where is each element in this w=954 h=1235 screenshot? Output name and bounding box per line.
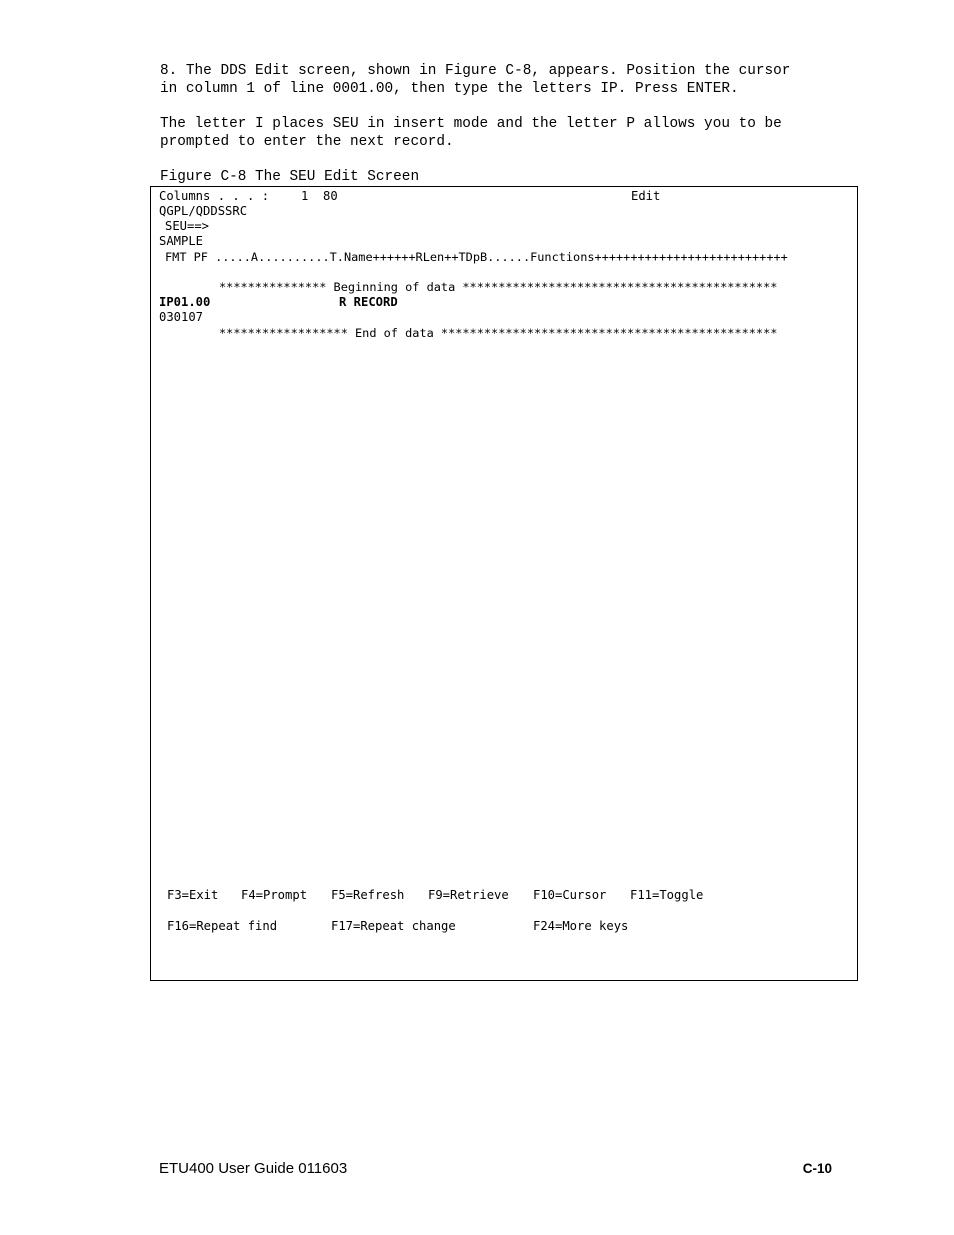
step-8-line-2: in column 1 of line 0001.00, then type the letters IP. Press ENTER.: [160, 81, 739, 97]
record-change-date: 030107: [159, 310, 204, 324]
record-sequence-number[interactable]: IP01.00: [159, 295, 211, 309]
columns-from-value: 1: [301, 189, 309, 203]
beginning-of-data-marker: *************** Beginning of data ********************************************: [219, 280, 778, 294]
f4-prompt-key[interactable]: F4=Prompt: [241, 888, 308, 902]
edit-mode-indicator: Edit: [631, 189, 661, 203]
figure-caption: Figure C-8 The SEU Edit Screen: [160, 169, 420, 185]
library-file-name: QGPL/QDDSSRC: [159, 204, 248, 218]
f17-repeat-change-key[interactable]: F17=Repeat change: [331, 919, 456, 933]
record-source-line[interactable]: R RECORD: [339, 295, 398, 309]
insert-mode-note: [160, 115, 782, 151]
columns-label: Columns . . . :: [159, 189, 270, 203]
seu-edit-screen: [150, 186, 858, 981]
f5-refresh-key[interactable]: F5=Refresh: [331, 888, 405, 902]
end-of-data-marker: ****************** End of data ***********************************************: [219, 326, 778, 340]
step-8-line-1: 8. The DDS Edit screen, shown in Figure C-8, appears. Position the cursor: [160, 63, 791, 79]
insert-mode-note-line-1: The letter I places SEU in insert mode and the letter P allows you to be: [160, 116, 782, 132]
f3-exit-key[interactable]: F3=Exit: [167, 888, 219, 902]
format-line: FMT PF .....A..........T.Name++++++RLen++TDpB......Functions+++++++++++++++++++++++++++: [165, 250, 788, 264]
f9-retrieve-key[interactable]: F9=Retrieve: [428, 888, 509, 902]
seu-command-prompt[interactable]: SEU==>: [165, 219, 210, 233]
f11-toggle-key[interactable]: F11=Toggle: [630, 888, 704, 902]
footer-document-title: ETU400 User Guide 011603: [159, 1160, 348, 1177]
columns-to-value: 80: [323, 189, 338, 203]
insert-mode-note-line-2: prompted to enter the next record.: [160, 134, 454, 150]
member-name: SAMPLE: [159, 234, 204, 248]
f24-more-keys-key[interactable]: F24=More keys: [533, 919, 629, 933]
f16-repeat-find-key[interactable]: F16=Repeat find: [167, 919, 278, 933]
footer-page-number: C-10: [802, 1161, 832, 1176]
step-8-paragraph: [160, 62, 790, 98]
f10-cursor-key[interactable]: F10=Cursor: [533, 888, 607, 902]
